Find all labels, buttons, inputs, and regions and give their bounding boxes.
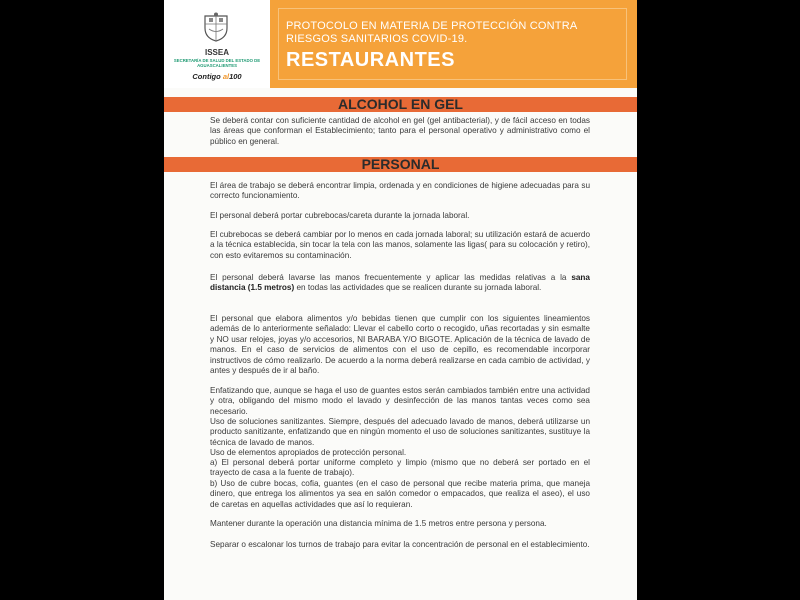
personal-paragraph-6: Enfatizando que, aunque se haga el uso de guantes estos serán cambiados también entre una actividad y otra, obligando del mismo modo el lavado y desinfección de las manos tantas veces como sea necesario. — [210, 386, 590, 416]
personal-paragraph-9: a) El personal deberá portar uniforme completo y limpio (mismo que no deberá ser portado en el trayecto de casa a la fuente de trabajo). — [210, 458, 590, 478]
section-title-alcohol: ALCOHOL EN GEL — [338, 96, 463, 112]
title-banner — [270, 0, 637, 88]
personal-paragraph-8: Uso de elementos apropiados de protección personal. — [210, 448, 407, 457]
personal-paragraph-3: El cubrebocas se deberá cambiar por lo menos en cada jornada laboral; su utilización estará de acuerdo a la técnica establecida, sin tocar la tela con las manos, solamente las ligas( para su colocación y retiro), con esto evitaremos su contaminación. — [210, 230, 590, 260]
document-title: RESTAURANTES — [286, 49, 455, 71]
slogan-al: al — [222, 72, 230, 81]
logo-panel — [164, 0, 270, 88]
personal-paragraph-4 — [210, 273, 590, 294]
personal-paragraph-10: b) Uso de cubre bocas, cofia, guantes (en el caso de personal que recibe materia prima, que maneja dinero, que entrega los alimentos ya sea en salón comedor o empacados, que realiza el aseo), el uso de caretas en aquellas actividades que así lo requieran. — [210, 479, 590, 509]
slogan — [164, 72, 270, 81]
document-page — [164, 0, 637, 600]
protocol-line-2: RIESGOS SANITARIOS COVID-19. — [286, 33, 468, 45]
personal-paragraph-7: Uso de soluciones sanitizantes. Siempre, después del adecuado lavado de manos, deberá utilizarse un producto sanitizante, enfatizando que en ningún momento el uso de soluciones sanitizantes, sustituye la técnica de lavado de manos. — [210, 417, 590, 447]
coat-of-arms-icon — [202, 12, 230, 42]
protocol-heading — [286, 20, 577, 46]
slogan-pre: Contigo — [192, 72, 221, 81]
alcohol-text: Se deberá contar con suficiente cantidad de alcohol en gel (gel antibacterial), y de fácil acceso en todas las áreas que conforman el Establecimiento; tanto para el personal operativo y administrativo como el público en general. — [210, 116, 590, 146]
org-name: ISSEA — [204, 48, 229, 57]
section-title-personal: PERSONAL — [361, 156, 440, 172]
personal-paragraph-5: El personal que elabora alimentos y/o bebidas tienen que cumplir con los siguientes lineamientos además de lo anteriormente señalado: Llevar el cabello corto o recogido, uñas recortadas y sin esmalte y NO usar relojes, joyas y/o accesorios, NI BARABA Y/O BIGOTE. Aplicación de la técnica de lavado de manos. En el caso de servicios de alimentos con el uso de cepillo, es recomendable incorporar instructivos de cómo realizarlo. De acuerdo a la norma deberá realizarse en cada cambio de actividad, y antes y después de ir al baño. — [210, 314, 590, 376]
p4-text-start: El personal deberá lavarse las manos frecuentemente y aplicar las medidas relativas a la — [210, 273, 572, 282]
personal-paragraph-1: El área de trabajo se deberá encontrar limpia, ordenada y en condiciones de higiene adecuadas para su correcto funcionamiento. — [210, 181, 590, 201]
secretaria-text: SECRETARÍA DE SALUD DEL ESTADO DE AGUASCALIENTES — [173, 58, 261, 68]
slogan-num: 100 — [229, 72, 242, 81]
personal-paragraph-2: El personal deberá portar cubrebocas/careta durante la jornada laboral. — [210, 211, 470, 220]
p4-text-end: en todas las actividades que se realicen durante su jornada laboral. — [294, 283, 542, 293]
personal-paragraph-12: Separar o escalonar los turnos de trabajo para evitar la concentración de personal en el establecimiento. — [210, 540, 590, 549]
p4-bold-distance: sana distancia (1.5 metros) — [210, 273, 590, 293]
protocol-line-1: PROTOCOLO EN MATERIA DE PROTECCIÓN CONTRA — [286, 20, 578, 32]
personal-paragraph-11: Mantener durante la operación una distancia mínima de 1.5 metros entre persona y persona. — [210, 519, 547, 528]
